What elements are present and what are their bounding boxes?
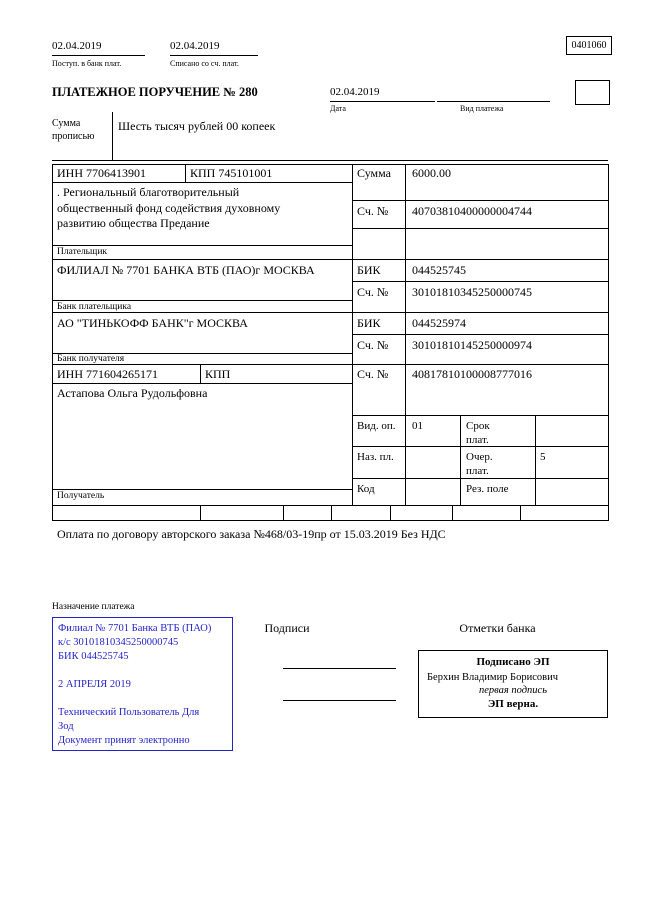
stamp-line: [58, 692, 228, 706]
signatures-header: Подписи: [264, 621, 310, 635]
signature-stamp-verified: ЭП верна.: [487, 698, 539, 710]
table-border: [52, 520, 609, 521]
stamp-line: БИК 044525745: [58, 651, 129, 662]
table-border: [52, 300, 352, 301]
payer-bank-account-label: Сч. №: [357, 285, 389, 299]
bank-electronic-stamp: [52, 617, 233, 751]
table-border: [52, 164, 53, 520]
payer-inn: ИНН 7706413901: [57, 166, 146, 180]
signature-stamp-subtitle: первая подпись: [478, 685, 547, 696]
stamp-line: к/с 30101810345250000745: [58, 637, 179, 648]
received-in-bank-date-field: 02.04.2019: [52, 39, 145, 56]
payer-name: . Региональный благотворительный общественный фонд содействия духовному развитию общества Предание: [57, 185, 281, 230]
amount-in-words-value: Шесть тысяч рублей 00 копеек: [118, 119, 276, 133]
ocher-plat-label: Очер. плат.: [466, 451, 493, 477]
stamp-line: Технический Пользователь Для: [58, 707, 200, 718]
document-title: ПЛАТЕЖНОЕ ПОРУЧЕНИЕ № 280: [52, 85, 258, 99]
payee-account-label: Сч. №: [357, 367, 389, 381]
srok-plat-label: Срок плат.: [466, 420, 490, 446]
stamp-line: [58, 664, 228, 678]
payee-inn: ИНН 771604265171: [57, 367, 158, 381]
table-border: [52, 312, 608, 313]
stamp-line: Документ принят электронно: [58, 735, 190, 746]
table-border: [352, 334, 608, 335]
payer-bank-bik-label: БИК: [357, 263, 381, 277]
payer-bank-name: ФИЛИАЛ № 7701 БАНКА ВТБ (ПАО)г МОСКВА: [57, 263, 315, 277]
signature-line: [283, 668, 396, 669]
table-border: [352, 281, 608, 282]
purpose-label: Назначение платежа: [52, 602, 135, 612]
payee-name: Астапова Ольга Рудольфовна: [57, 386, 208, 400]
table-border: [520, 505, 521, 520]
debited-label: Списано со сч. плат.: [170, 59, 239, 68]
table-border: [535, 415, 536, 505]
payee-bank-account-value: 30101810145250000974: [412, 338, 532, 352]
amount-label: Сумма: [357, 166, 391, 180]
table-border: [460, 415, 461, 505]
table-border: [52, 259, 608, 260]
table-border: [52, 245, 352, 246]
payer-bank-account-value: 30101810345250000745: [412, 285, 532, 299]
document-date-label: Дата: [330, 104, 346, 113]
table-border: [112, 112, 113, 161]
table-border: [608, 164, 609, 520]
payment-kind-box: [575, 80, 610, 105]
payee-account-value: 40817810100008777016: [412, 367, 532, 381]
signature-stamp-title: Подписано ЭП: [476, 656, 550, 668]
table-border: [352, 415, 608, 416]
payer-bank-section-label: Банк плательщика: [57, 302, 132, 312]
table-border: [352, 200, 608, 201]
payer-kpp: КПП 745101001: [190, 166, 273, 180]
payee-kpp-label: КПП: [205, 367, 231, 381]
rez-pole-label: Рез. поле: [466, 483, 509, 495]
table-border: [452, 505, 453, 520]
stamp-line: Филиал № 7701 Банка ВТБ (ПАО): [58, 623, 212, 634]
table-border: [405, 164, 406, 505]
table-border: [52, 164, 608, 165]
payer-account-value: 40703810400000004744: [412, 204, 532, 218]
purpose-text: Оплата по договору авторского заказа №468/03-19пр от 15.03.2019 Без НДС: [57, 527, 446, 541]
table-border: [352, 228, 608, 229]
kod-label: Код: [357, 483, 375, 495]
signature-line: [283, 700, 396, 701]
payment-type-label: Вид платежа: [460, 104, 504, 113]
payee-bank-account-label: Сч. №: [357, 338, 389, 352]
table-border: [52, 383, 352, 384]
stamp-line: 2 АПРЕЛЯ 2019: [58, 679, 131, 690]
signature-stamp-name: Берхин Владимир Борисович: [427, 672, 558, 683]
table-border: [331, 505, 332, 520]
electronic-signature-stamp: [418, 650, 608, 718]
vid-op-label: Вид. оп.: [357, 420, 396, 432]
amount-in-words-label: Сумма прописью: [52, 118, 95, 142]
table-border: [200, 364, 201, 383]
table-border: [52, 489, 352, 490]
table-border: [283, 505, 284, 520]
payer-section-label: Плательщик: [57, 247, 108, 257]
bank-marks-header: Отметки банка: [459, 621, 536, 635]
ocher-plat-value: 5: [540, 451, 546, 463]
payee-bank-bik-label: БИК: [357, 316, 381, 330]
naz-pl-label: Наз. пл.: [357, 451, 394, 463]
table-border: [390, 505, 391, 520]
payer-bank-bik-value: 044525745: [412, 263, 466, 277]
table-border: [52, 505, 608, 506]
table-border: [52, 182, 352, 183]
payee-bank-name: АО "ТИНЬКОФФ БАНК"г МОСКВА: [57, 316, 248, 330]
table-border: [352, 478, 608, 479]
payee-section-label: Получатель: [57, 491, 105, 501]
amount-value: 6000.00: [412, 166, 451, 180]
received-in-bank-label: Поступ. в банк плат.: [52, 59, 122, 68]
payer-account-label: Сч. №: [357, 204, 389, 218]
table-border: [52, 160, 608, 161]
payee-bank-section-label: Банк получателя: [57, 354, 125, 364]
table-border: [52, 364, 608, 365]
payment-type-field: [437, 85, 550, 102]
stamp-line: Зод: [58, 721, 74, 732]
table-border: [200, 505, 201, 520]
payee-bank-bik-value: 044525974: [412, 316, 466, 330]
form-code-box: 0401060: [566, 36, 612, 55]
table-border: [352, 164, 353, 505]
table-border: [185, 164, 186, 182]
debited-date-field: 02.04.2019: [170, 39, 258, 56]
document-date-field: 02.04.2019: [330, 85, 435, 102]
vid-op-value: 01: [412, 420, 423, 432]
